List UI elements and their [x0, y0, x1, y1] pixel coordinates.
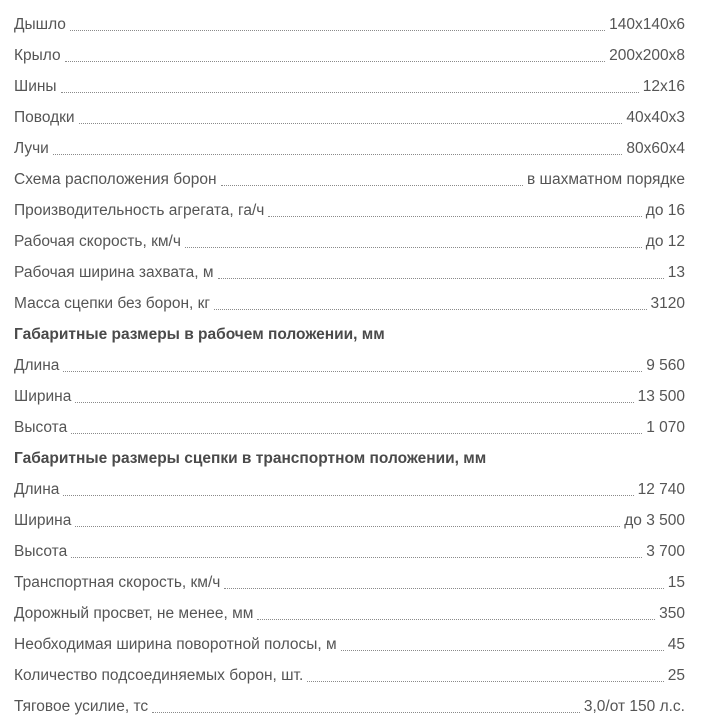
spec-value: 350: [659, 605, 685, 622]
spec-row: [14, 380, 685, 411]
spec-row: [14, 473, 685, 504]
spec-label: Рабочая скорость, км/ч: [14, 233, 181, 250]
spec-label: Транспортная скорость, км/ч: [14, 574, 221, 591]
spec-label: Высота: [14, 543, 68, 560]
spec-row: [14, 566, 685, 597]
spec-label: Производительность агрегата, га/ч: [14, 202, 265, 219]
spec-value: до 3 500: [624, 512, 685, 529]
dotted-leader: [63, 493, 633, 496]
spec-row: [14, 690, 685, 721]
spec-row: [14, 256, 685, 287]
spec-label: Шины: [14, 78, 57, 95]
dotted-leader: [224, 586, 663, 589]
spec-label: Дышло: [14, 16, 66, 33]
dotted-leader: [79, 121, 623, 124]
spec-label: Крыло: [14, 47, 61, 64]
spec-row: [14, 225, 685, 256]
spec-row: [14, 163, 685, 194]
dotted-leader: [268, 214, 641, 217]
dotted-leader: [307, 679, 664, 682]
dotted-leader: [257, 617, 655, 620]
spec-value: 12 740: [637, 481, 685, 498]
dotted-leader: [218, 276, 664, 279]
dotted-leader: [185, 245, 642, 248]
dotted-leader: [152, 710, 580, 713]
dotted-leader: [75, 400, 633, 403]
spec-value: 3 700: [646, 543, 685, 560]
spec-value: 15: [667, 574, 685, 591]
spec-row: [14, 628, 685, 659]
spec-label: Рабочая ширина захвата, м: [14, 264, 214, 281]
section-heading: Габаритные размеры сцепки в транспортном положении, мм: [14, 450, 487, 467]
dotted-leader: [221, 183, 523, 186]
spec-value: 13 500: [637, 388, 685, 405]
spec-row: [14, 411, 685, 442]
spec-row: [14, 287, 685, 318]
section-heading: Габаритные размеры в рабочем положении, мм: [14, 326, 385, 343]
dotted-leader: [71, 555, 642, 558]
dotted-leader: [214, 307, 646, 310]
spec-value: 40х40х3: [626, 109, 685, 126]
spec-label: Ширина: [14, 388, 72, 405]
spec-label: Количество подсоединяемых борон, шт.: [14, 667, 304, 684]
spec-label: Длина: [14, 481, 60, 498]
dotted-leader: [53, 152, 623, 155]
dotted-leader: [63, 369, 642, 372]
spec-row: [14, 659, 685, 690]
spec-value: 140х140х6: [609, 16, 685, 33]
spec-label: Поводки: [14, 109, 75, 126]
spec-value: 3120: [650, 295, 685, 312]
spec-value: 200х200х8: [609, 47, 685, 64]
spec-label: Тяговое усилие, тс: [14, 698, 149, 715]
spec-value: 25: [667, 667, 685, 684]
dotted-leader: [70, 28, 605, 31]
spec-row: [14, 8, 685, 39]
spec-row: [14, 194, 685, 225]
dotted-leader: [71, 431, 642, 434]
spec-label: Масса сцепки без борон, кг: [14, 295, 211, 312]
spec-label: Необходимая ширина поворотной полосы, м: [14, 636, 337, 653]
spec-row: [14, 132, 685, 163]
spec-row: [14, 101, 685, 132]
spec-label: Длина: [14, 357, 60, 374]
spec-label: Высота: [14, 419, 68, 436]
spec-value: 13: [667, 264, 685, 281]
spec-row: [14, 39, 685, 70]
spec-row: [14, 70, 685, 101]
dotted-leader: [75, 524, 620, 527]
dotted-leader: [61, 90, 639, 93]
spec-value: 80х60х4: [626, 140, 685, 157]
dotted-leader: [65, 59, 606, 62]
spec-value: в шахматном порядке: [527, 171, 685, 188]
spec-value: до 12: [645, 233, 685, 250]
specifications-list: [14, 8, 685, 721]
spec-value: 9 560: [646, 357, 685, 374]
spec-label: Схема расположения борон: [14, 171, 217, 188]
spec-label: Дорожный просвет, не менее, мм: [14, 605, 254, 622]
spec-value: 12х16: [642, 78, 685, 95]
dotted-leader: [341, 648, 664, 651]
spec-value: 3,0/от 150 л.с.: [583, 698, 685, 715]
spec-value: 1 070: [646, 419, 685, 436]
spec-value: до 16: [645, 202, 685, 219]
spec-value: 45: [667, 636, 685, 653]
spec-row: [14, 535, 685, 566]
spec-label: Лучи: [14, 140, 49, 157]
spec-row: [14, 504, 685, 535]
spec-row: [14, 349, 685, 380]
spec-label: Ширина: [14, 512, 72, 529]
spec-row: [14, 597, 685, 628]
